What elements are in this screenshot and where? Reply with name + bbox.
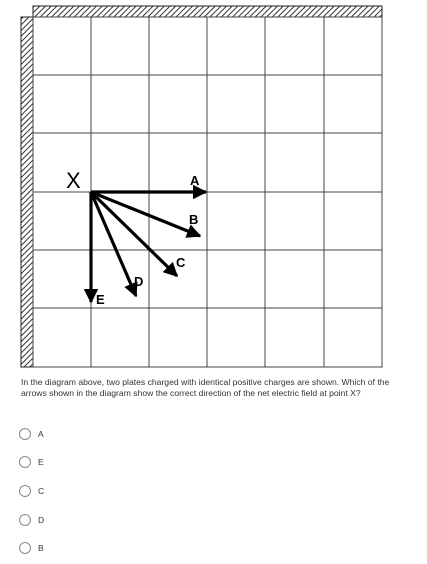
option-c[interactable]	[19, 484, 139, 500]
option-label: B	[38, 543, 44, 553]
left-plate	[21, 17, 33, 367]
arrow-a-label: A	[190, 173, 200, 188]
arrow-c	[91, 192, 177, 276]
radio-button[interactable]	[19, 542, 31, 554]
point-x-label: X	[66, 168, 81, 193]
option-b[interactable]	[19, 541, 139, 557]
option-label: C	[38, 486, 45, 496]
radio-button[interactable]	[19, 428, 31, 440]
option-e[interactable]	[19, 455, 139, 471]
grid	[33, 17, 382, 367]
radio-button[interactable]	[19, 456, 31, 468]
option-a[interactable]	[19, 427, 139, 443]
arrow-e-label: E	[96, 292, 105, 307]
arrow-c-label: C	[176, 255, 186, 270]
top-plate	[33, 6, 382, 17]
option-d[interactable]	[19, 513, 139, 529]
radio-button[interactable]	[19, 485, 31, 497]
option-label: D	[38, 515, 45, 525]
radio-button[interactable]	[19, 514, 31, 526]
arrow-d-label: D	[134, 274, 144, 289]
option-label: E	[38, 457, 44, 467]
question-text: In the diagram above, two plates charged with identical positive charges are shown. Which of the arrows shown in the diagram show the correct direction of the net electric field at point X?	[21, 377, 390, 398]
option-label: A	[38, 429, 44, 439]
arrow-b-label: B	[189, 212, 199, 227]
